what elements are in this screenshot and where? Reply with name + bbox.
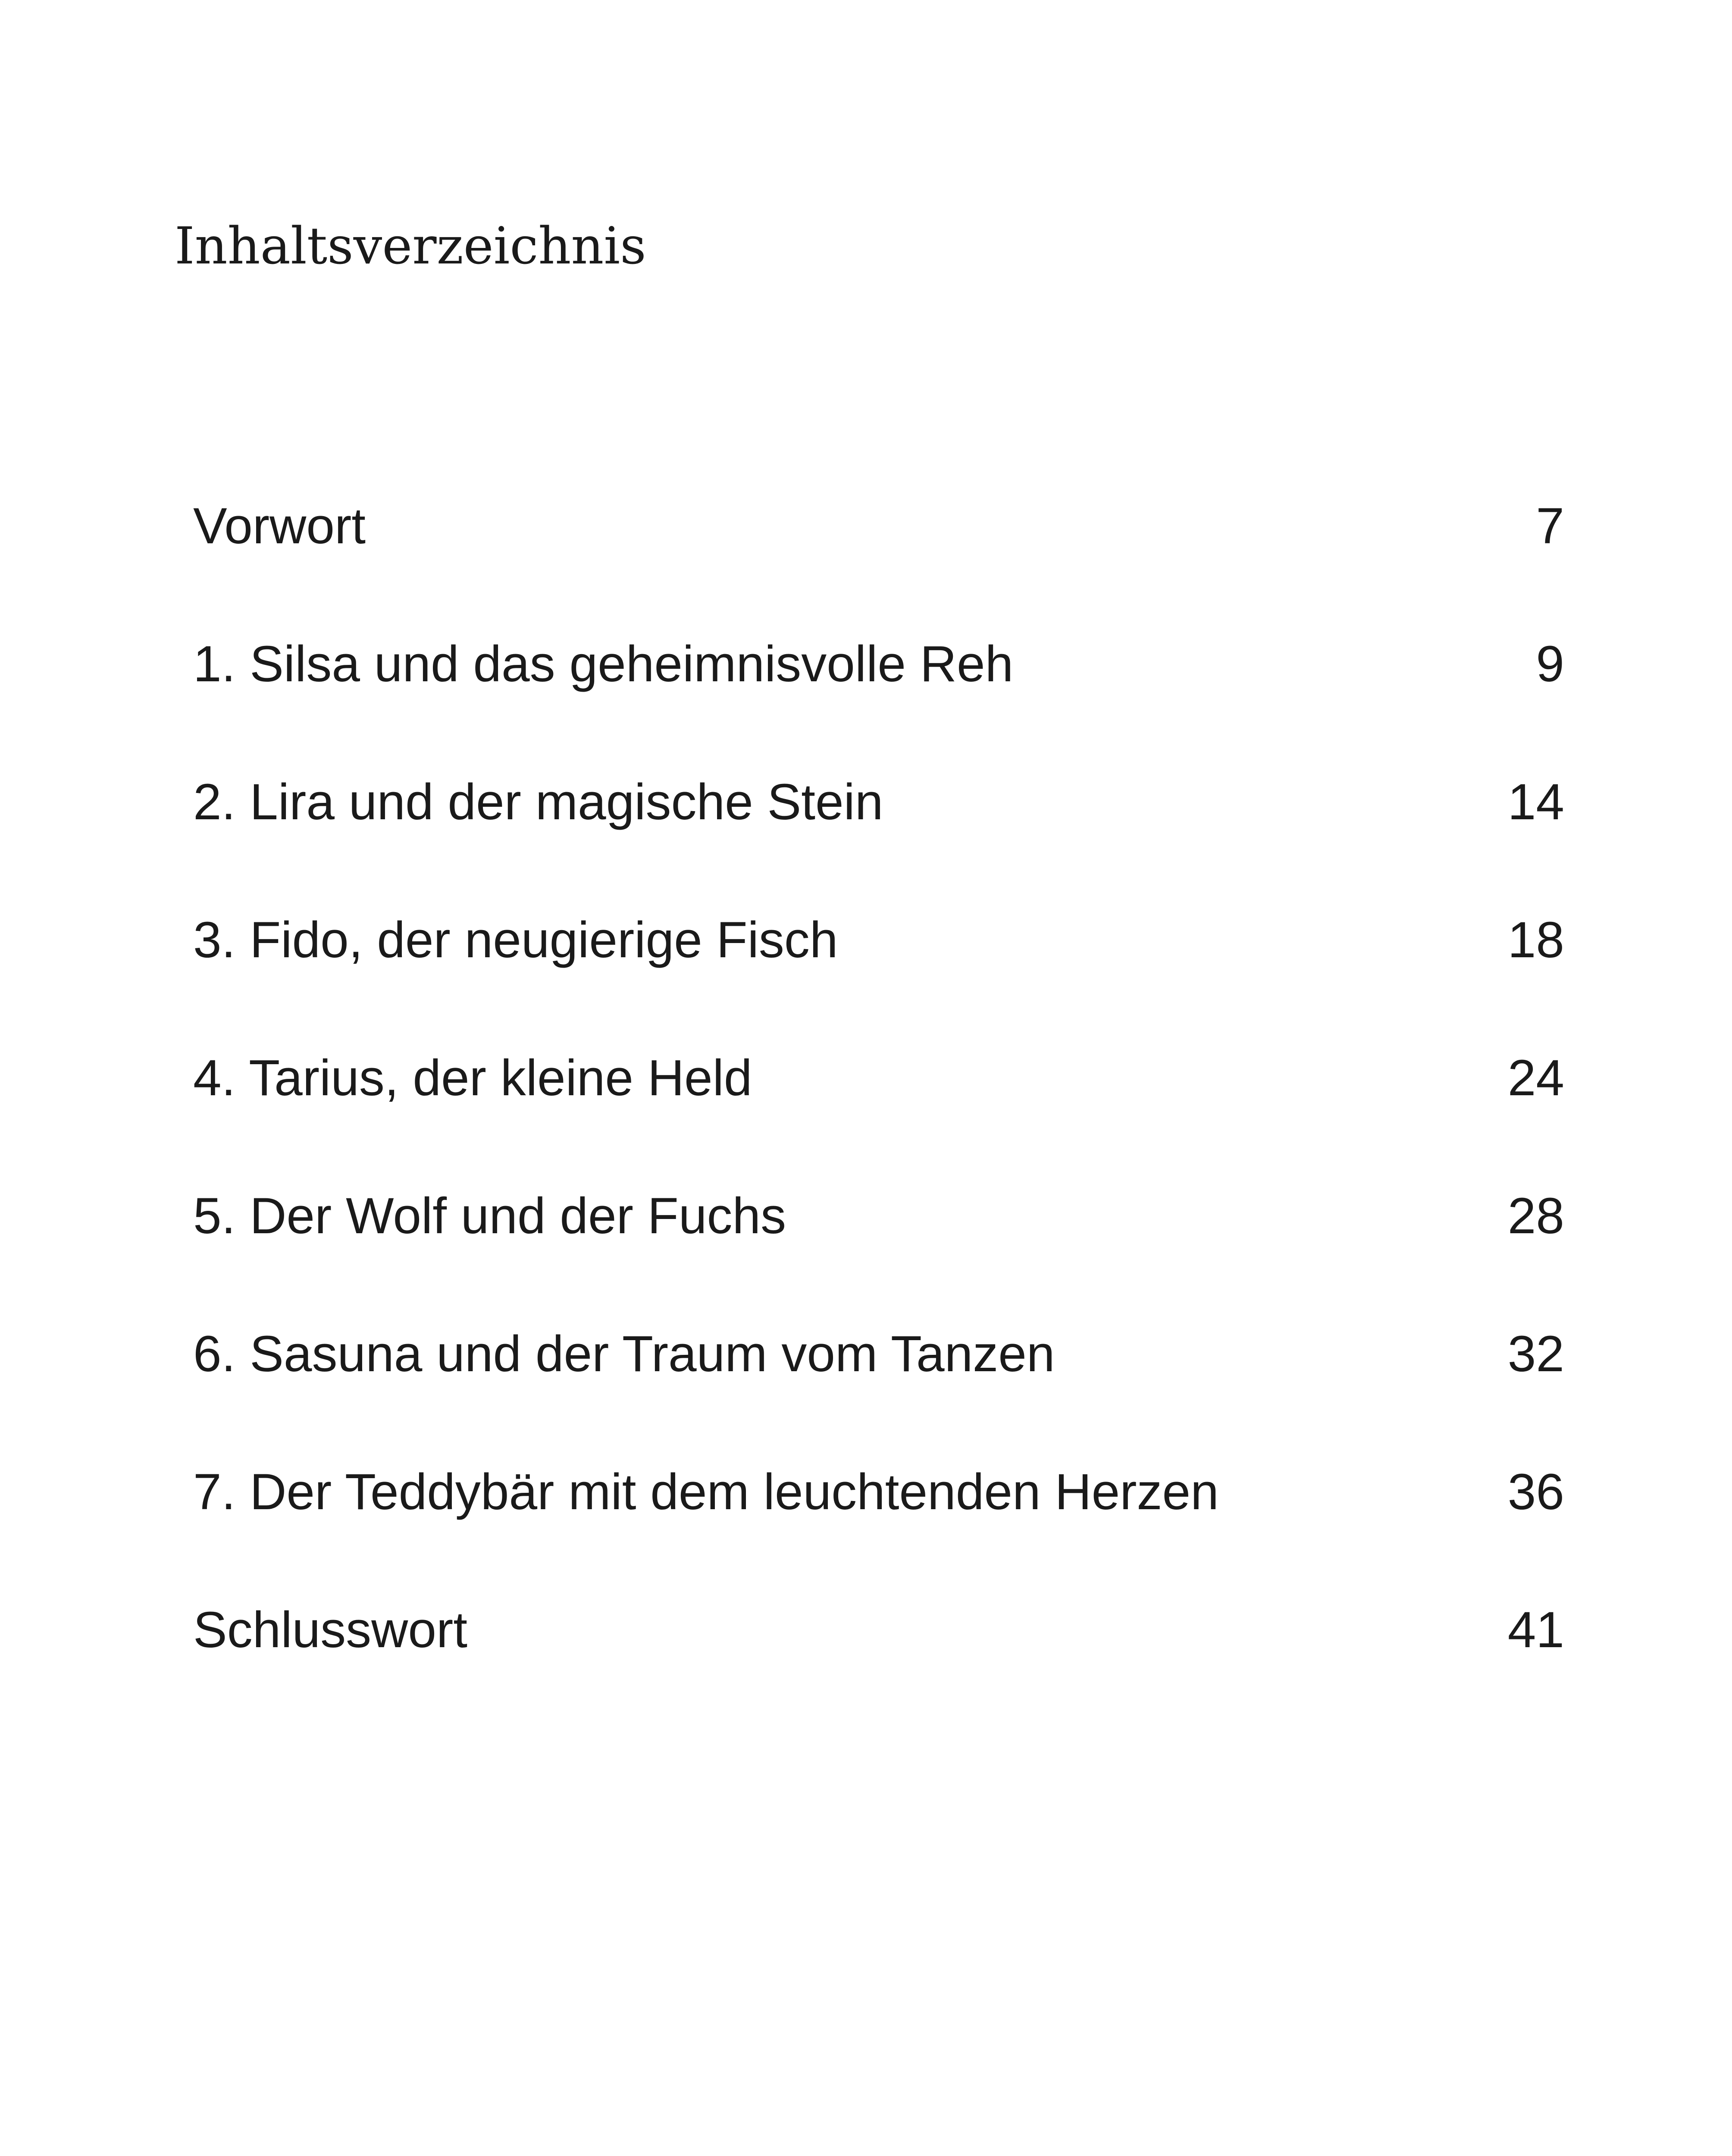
toc-entry-vorwort [193,496,1564,634]
toc-entry-title: 1. Silsa und das geheimnisvolle Reh [193,636,1014,693]
toc-entry-chapter-2 [193,772,1564,910]
page-title: Inhaltsverzeichnis [175,216,646,276]
toc-entry-title: 4. Tarius, der kleine Held [193,1050,752,1106]
toc-entry-title: Schlusswort [193,1601,468,1658]
toc-entry-title: 3. Fido, der neugierige Fisch [193,912,838,968]
toc-entry-page-number: 7 [1536,498,1564,555]
toc-entry-page-number: 41 [1507,1601,1564,1658]
toc-entry-page-number: 24 [1507,1050,1564,1106]
toc-entry-chapter-7 [193,1462,1564,1600]
toc-entry-schlusswort [193,1600,1564,1738]
toc-entry-title: 7. Der Teddybär mit dem leuchtenden Herzen [193,1463,1219,1520]
table-of-contents [193,496,1564,1738]
toc-entry-page-number: 32 [1507,1326,1564,1382]
toc-entry-chapter-3 [193,910,1564,1048]
toc-entry-title: Vorwort [193,498,366,555]
toc-entry-chapter-6 [193,1324,1564,1462]
toc-entry-title: 6. Sasuna und der Traum vom Tanzen [193,1326,1055,1382]
toc-entry-page-number: 28 [1507,1188,1564,1244]
toc-entry-chapter-5 [193,1186,1564,1324]
toc-entry-page-number: 18 [1507,912,1564,968]
toc-entry-page-number: 14 [1507,774,1564,830]
toc-entry-chapter-4 [193,1048,1564,1186]
toc-entry-title: 5. Der Wolf und der Fuchs [193,1188,786,1244]
toc-entry-page-number: 36 [1507,1463,1564,1520]
toc-entry-page-number: 9 [1536,636,1564,693]
toc-entry-title: 2. Lira und der magische Stein [193,774,883,830]
toc-entry-chapter-1 [193,634,1564,772]
